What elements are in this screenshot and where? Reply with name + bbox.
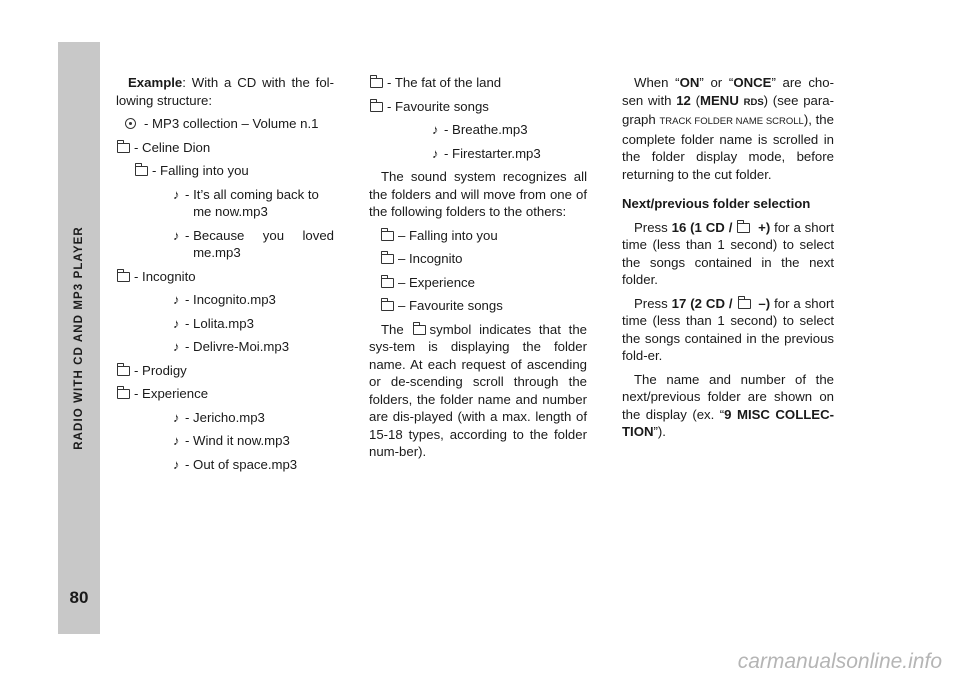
- folder-icon: [413, 325, 426, 335]
- watermark: carmanualsonline.info: [737, 650, 942, 673]
- music-note-icon: ♪: [432, 145, 439, 161]
- music-note-icon: ♪: [173, 292, 180, 307]
- list-item: ♪ - Incognito.mp3: [173, 292, 276, 307]
- music-note-icon: ♪: [173, 186, 180, 202]
- section-title: RADIO WITH CD AND MP3 PLAYER: [73, 226, 85, 450]
- list-item: ♪ - Because you loved me.mp3: [173, 227, 334, 260]
- list-item: – Falling into you: [369, 227, 587, 245]
- folder-icon: [370, 102, 383, 112]
- list-item: – Incognito: [369, 250, 587, 268]
- music-note-icon: ♪: [432, 122, 439, 137]
- folder-icon: [135, 166, 148, 176]
- list-item: - The fat of the land: [369, 74, 587, 92]
- list-item: ♪ - It’s all coming back to me now.mp3: [173, 186, 319, 219]
- music-note-icon: ♪: [173, 227, 180, 243]
- music-note-icon: ♪: [173, 456, 180, 472]
- list-item: ♪ - Breathe.mp3: [432, 122, 528, 137]
- folder-icon: [117, 389, 130, 399]
- list-item: ♪ - Jericho.mp3: [173, 409, 265, 425]
- folder-icon: [381, 301, 394, 311]
- example-label: Example: [128, 75, 183, 90]
- folder-icon: [117, 272, 130, 282]
- list-item: ♪ - Delivre-Moi.mp3: [173, 339, 290, 354]
- list-item: - Prodigy: [116, 362, 334, 380]
- music-note-icon: ♪: [173, 433, 180, 448]
- list-item: ♪ - Lolita.mp3: [173, 315, 254, 331]
- example-paragraph: Example: With a CD with the fol-lowing structure:: [116, 75, 334, 108]
- page-number: 80: [69, 588, 89, 607]
- list-item: - Favourite songs: [369, 98, 587, 116]
- symbol-paragraph: The symbol indicates that the sys-tem is displaying the folder name. At each request of ascending or de-scending scroll through the folders, the folder name and number are dis-played (with a max. length of 15-18 types, according to the folder num-ber).: [369, 321, 587, 459]
- music-note-icon: ♪: [173, 409, 180, 425]
- list-item: - Celine Dion: [116, 139, 334, 157]
- music-note-icon: ♪: [173, 339, 180, 354]
- scroll-paragraph: When “ON” or “ONCE” are cho-sen with 12 (MENU RDS) (see para-graph TRACK FOLDER NAME SCROLL), the complete folder name is scrolled in the folder display mode, before returning to the cut folder.: [622, 75, 834, 182]
- list-item: - Experience: [116, 385, 334, 403]
- list-item: - MP3 collection – Volume n.1: [116, 115, 334, 133]
- folder-icon: [381, 254, 394, 264]
- list-item: – Favourite songs: [369, 297, 587, 315]
- column-3: [622, 74, 834, 447]
- folder-icon: [381, 231, 394, 241]
- music-note-icon: ♪: [173, 315, 180, 331]
- cd-disc-icon: [125, 118, 136, 129]
- folder-icon: [370, 78, 383, 88]
- previous-folder-paragraph: Press 17 (2 CD / –) for a short time (less than 1 second) to select the songs contained in the previous fold-er.: [622, 295, 835, 363]
- list-item: – Experience: [369, 274, 587, 292]
- next-folder-paragraph: Press 16 (1 CD / +) for a short time (less than 1 second) to select the songs contained in the next folder.: [622, 219, 834, 287]
- section-heading: Next/previous folder selection: [622, 196, 811, 211]
- folder-icon: [738, 299, 751, 309]
- list-item: - Incognito: [116, 268, 334, 286]
- column-2: [369, 74, 587, 467]
- list-item: - Falling into you: [116, 162, 334, 180]
- column-1: [116, 74, 334, 479]
- list-item: ♪ - Firestarter.mp3: [432, 145, 541, 161]
- list-item: ♪ - Out of space.mp3: [173, 456, 298, 472]
- folder-icon: [381, 278, 394, 288]
- folder-icon: [117, 143, 130, 153]
- display-paragraph: The name and number of the next/previous folder are shown on the display (ex. “9 MISC COLLEC-TION”).: [622, 371, 835, 439]
- folder-icon: [737, 223, 750, 233]
- recognizes-paragraph: The sound system recognizes all the folders and will move from one of the following folders to the others:: [369, 169, 587, 219]
- list-item: ♪ - Wind it now.mp3: [173, 433, 290, 448]
- folder-icon: [117, 366, 130, 376]
